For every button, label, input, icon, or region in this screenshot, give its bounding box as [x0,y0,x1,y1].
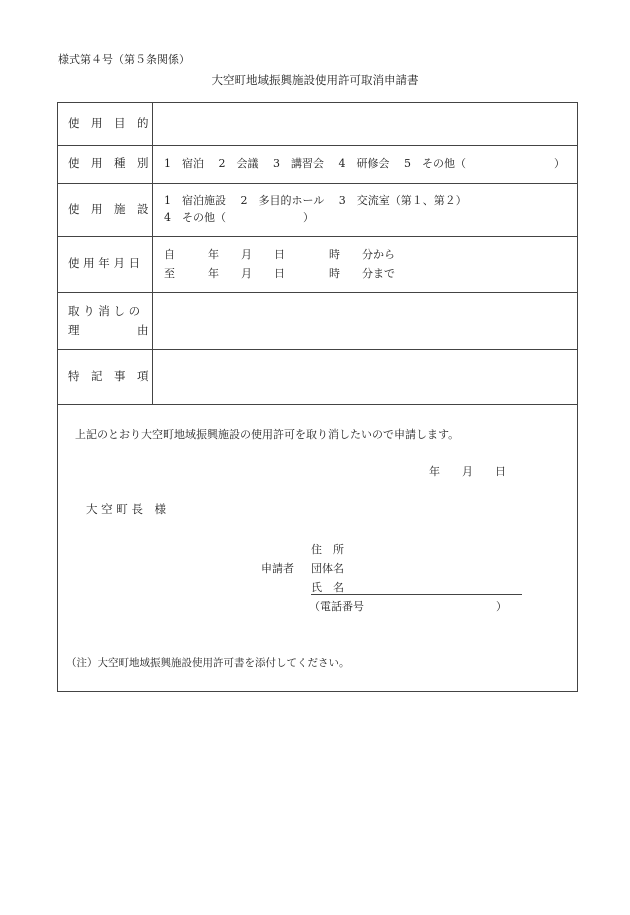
usage-facility-label: 使 用 施 設 [68,202,149,216]
usage-facility-field[interactable] [154,183,577,236]
application-statement: 上記のとおり大空町地域振興施設の使用許可を取り消したいので申請します。 [75,428,460,441]
usage-date-field[interactable] [154,236,577,292]
form-number: 様式第４号（第５条関係） [58,53,190,66]
addressee: 大 空 町 長 様 [86,502,166,516]
row-usage-facility [58,183,577,237]
signature-line [311,594,522,595]
label-cell [58,183,153,236]
usage-date-label: 使 用 年 月 日 [68,256,141,270]
applicant-name-label[interactable]: 氏 名 [311,581,344,594]
usage-facility-options-line1: 1 宿泊施設 2 多目的ホール 3 交流室（第１、第２） [164,194,467,207]
cancel-reason-label-line1: 取 り 消 し の [68,304,141,318]
attachment-note: （注）大空町地域振興施設使用許可書を添付してください。 [66,657,350,669]
label-cell [58,103,153,145]
applicant-address-label[interactable]: 住 所 [311,543,344,556]
applicant-phone[interactable]: （電話番号 ） [309,600,507,613]
usage-date-to: 至 年 月 日 時 分まで [164,267,395,280]
remarks-label: 特 記 事 項 [68,369,149,383]
label-cell [58,236,153,292]
cancel-reason-field[interactable] [154,292,577,349]
usage-purpose-label: 使 用 目 的 [68,116,149,130]
document-title: 大空町地域振興施設使用許可取消申請書 [211,73,419,87]
usage-date-from: 自 年 月 日 時 分から [164,248,395,261]
applicant-organization-label[interactable]: 団体名 [311,562,344,575]
usage-type-label: 使 用 種 別 [68,156,149,170]
usage-type-field[interactable] [154,145,577,183]
label-cell [58,145,153,183]
application-date[interactable]: 年 月 日 [429,465,506,478]
row-remarks [58,349,577,405]
label-cell [58,349,153,404]
usage-type-options: 1 宿泊 2 会議 3 講習会 4 研修会 5 その他（ ） [164,157,565,170]
usage-facility-options-line2: 4 その他（ ） [164,211,314,224]
cancel-reason-label-line2: 理 由 [68,323,149,337]
row-usage-date [58,236,577,293]
applicant-label: 申請者 [261,562,294,575]
label-cell [58,292,153,349]
usage-purpose-field[interactable] [154,103,577,145]
application-form-table [57,102,578,692]
remarks-field[interactable] [154,349,577,404]
row-usage-purpose [58,103,577,146]
row-usage-type [58,145,577,184]
row-cancel-reason [58,292,577,350]
